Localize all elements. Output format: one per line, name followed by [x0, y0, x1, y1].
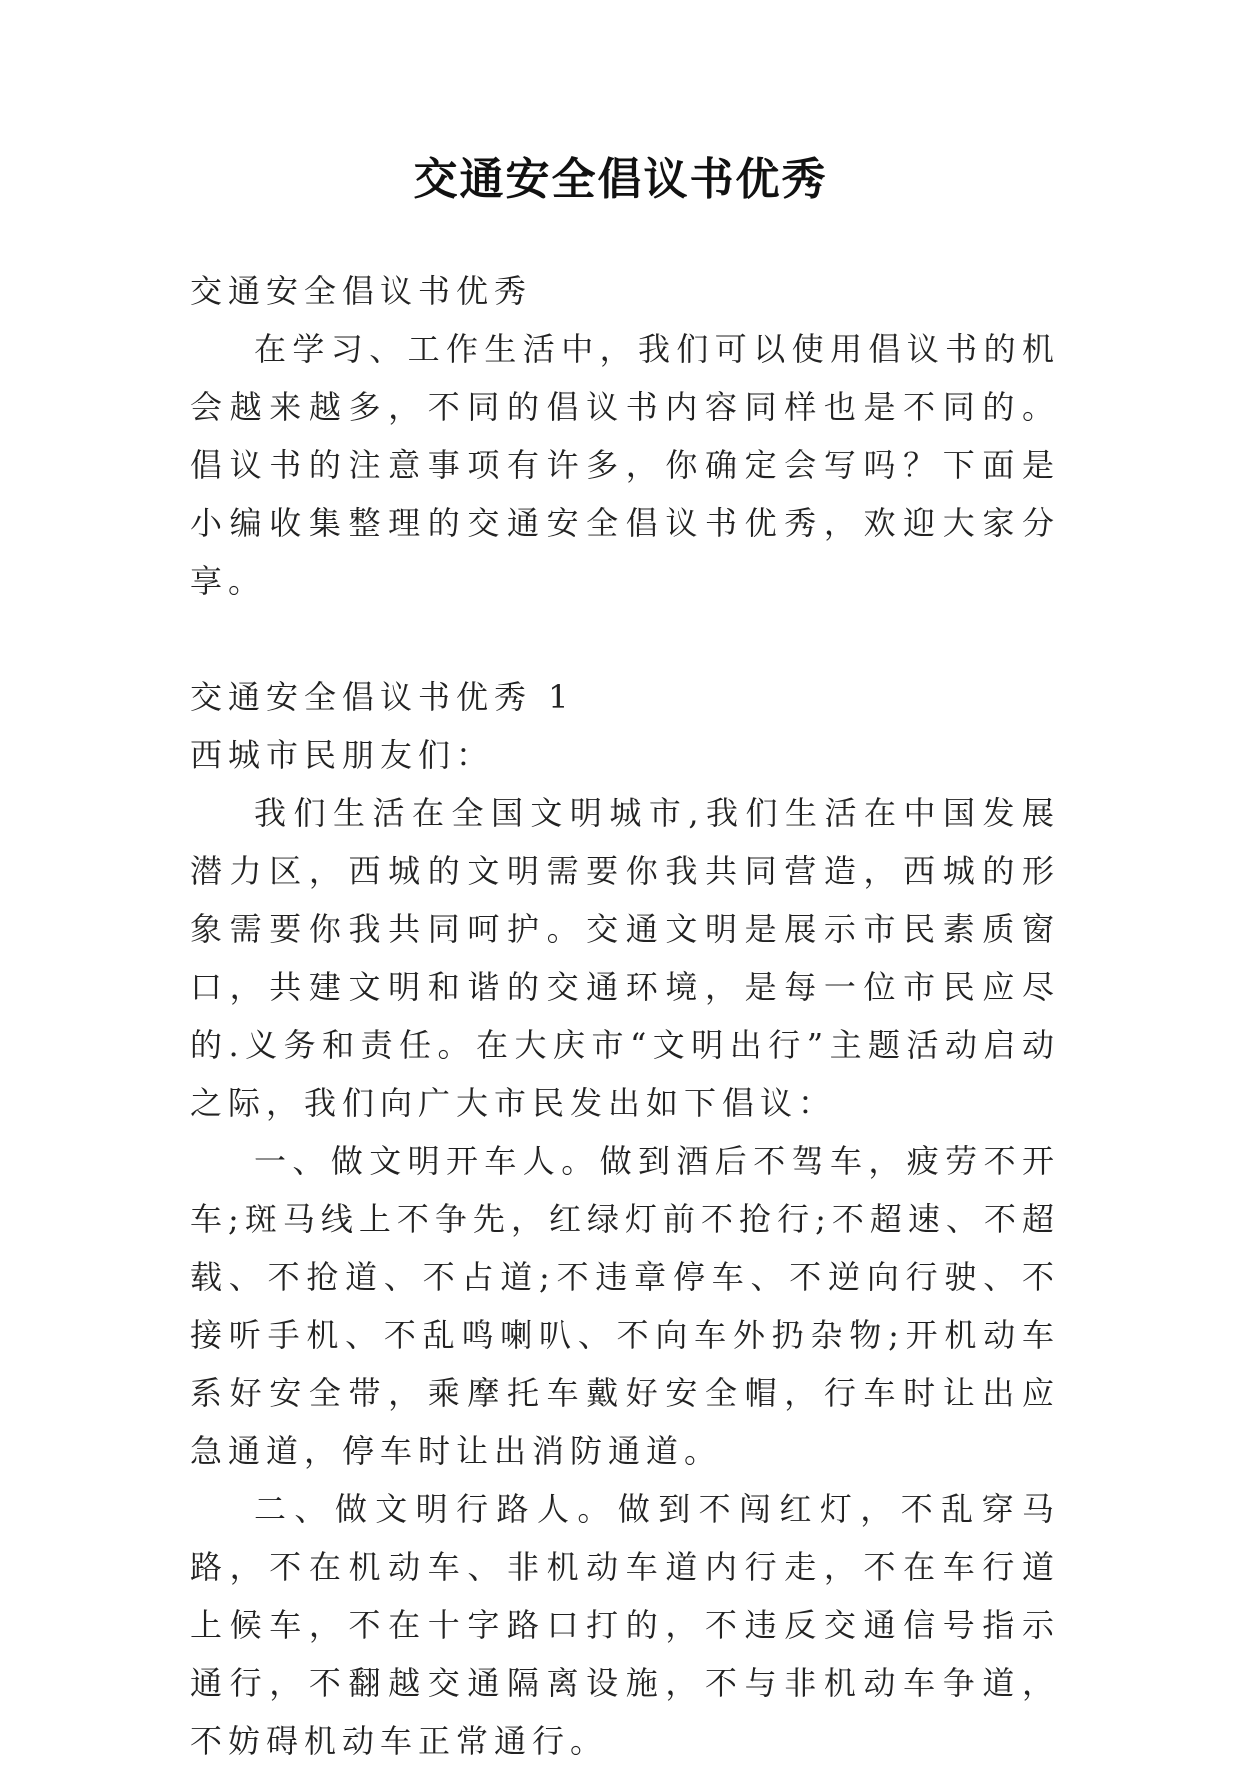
intro-paragraph: 在学习、工作生活中，我们可以使用倡议书的机会越来越多，不同的倡议书内容同样也是不同的。倡议书的注意事项有许多，你确定会写吗？下面是小编收集整理的交通安全倡议书优秀，欢迎大家分享。	[190, 330, 1060, 600]
body-paragraph: 我们生活在全国文明城市,我们生活在中国发展潜力区，西城的文明需要你我共同营造，西城的形象需要你我共同呵护。交通文明是展示市民素质窗口，共建文明和谐的交通环境，是每一位市民应尽的.义务和责任。在大庆市“文明出行”主题活动启动之际，我们向广大市民发出如下倡议：	[190, 794, 1060, 1122]
body-paragraph: 一、做文明开车人。做到酒后不驾车，疲劳不开车;斑马线上不争先，红绿灯前不抢行;不超速、不超载、不抢道、不占道;不违章停车、不逆向行驶、不接听手机、不乱鸣喇叭、不向车外扔杂物;开机动车系好安全带，乘摩托车戴好安全帽，行车时让出应急通道，停车时让出消防通道。	[190, 1142, 1060, 1470]
document-body	[190, 262, 1060, 1770]
section-heading: 交通安全倡议书优秀 1	[190, 678, 575, 716]
document-subtitle: 交通安全倡议书优秀	[190, 272, 533, 310]
paragraph-spacer	[190, 610, 1060, 668]
body-paragraph: 二、做文明行路人。做到不闯红灯，不乱穿马路，不在机动车、非机动车道内行走，不在车行道上候车，不在十字路口打的，不违反交通信号指示通行，不翻越交通隔离设施，不与非机动车争道，不妨碍机动车正常通行。	[190, 1490, 1060, 1760]
document-title: 交通安全倡议书优秀	[413, 154, 828, 205]
salutation: 西城市民朋友们：	[190, 736, 495, 774]
